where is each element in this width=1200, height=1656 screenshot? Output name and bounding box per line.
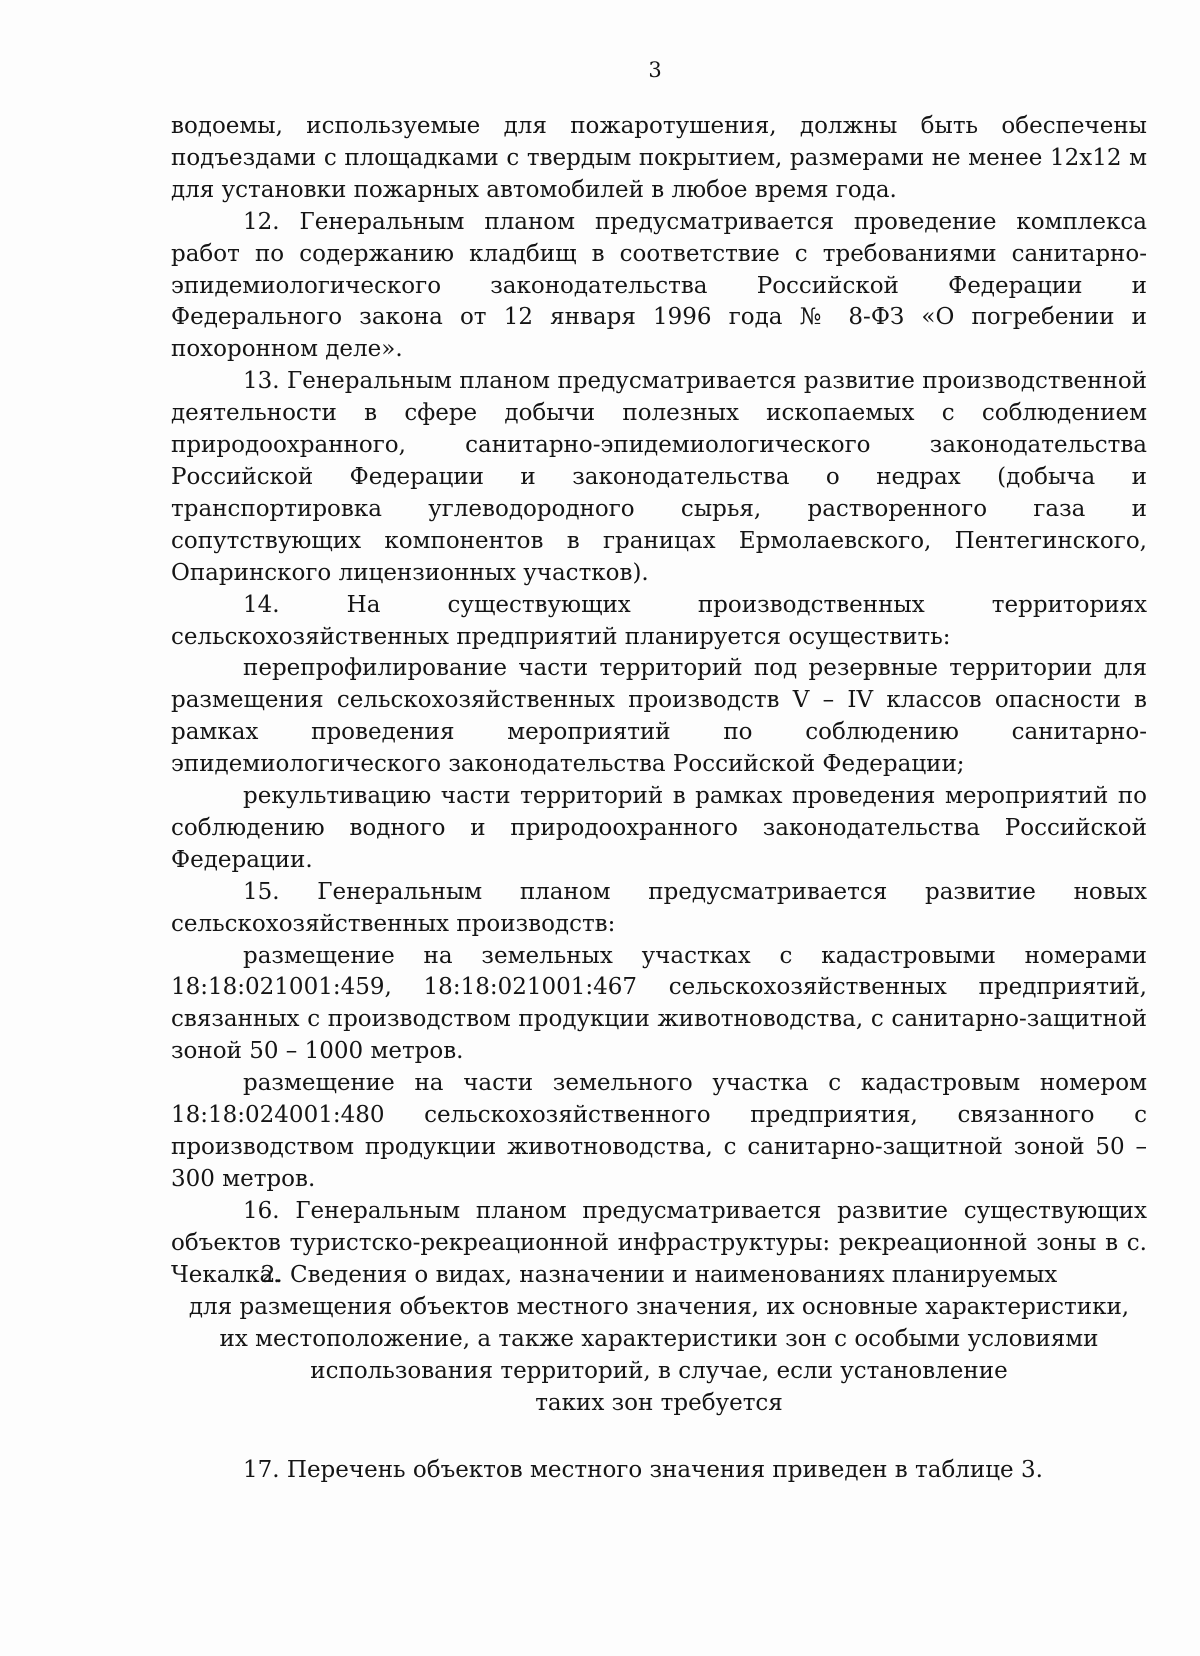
page-number: 3 xyxy=(648,58,662,82)
section-heading-line: использования территорий, в случае, если установление xyxy=(310,1358,1008,1384)
paragraph-fire-water-access: водоемы, используемые для пожаротушения, должны быть обеспечены подъездами с площадками с твердым покрытием, размерами не менее 12х12 м для установки пожарных автомобилей в любое время года. xyxy=(171,113,1147,203)
section-heading-line: таких зон требуется xyxy=(535,1390,783,1416)
paragraph-14-recultivation: рекультивацию части территорий в рамках проведения мероприятий по соблюдению водного и природоохранного законодательства Российской Федерации. xyxy=(171,783,1147,873)
body-text xyxy=(171,111,1147,1292)
paragraph-13-mining: 13. Генеральным планом предусматривается развитие производственной деятельности в сфере добычи полезных ископаемых с соблюдением природоохранного, санитарно-эпидемиологического законодательства Российской Федерации и законодательства о недрах (добыча и транспортировка углеводородного сырья, растворенного газа и сопутствующих компонентов в границах Ермолаевского, Пентегинского, Опаринского лицензионных участков). xyxy=(171,368,1147,586)
paragraph-14-reprofiling: перепрофилирование части территорий под резервные территории для размещения сельскохозяйственных производств V – IV классов опасности в рамках проведения мероприятий по соблюдению санитарно-эпидемиологического законодательства Российской Федерации; xyxy=(171,655,1147,778)
paragraph-14-agricultural-territories: 14. На существующих производственных территориях сельскохозяйственных предприятий планируется осуществить: xyxy=(171,591,1147,650)
paragraph-15-new-production: 15. Генеральным планом предусматривается развитие новых сельскохозяйственных производств: xyxy=(171,878,1147,937)
section-heading-line: их местоположение, а также характеристики зон с особыми условиями xyxy=(219,1326,1099,1352)
paragraph-17-list-reference: 17. Перечень объектов местного значения приведен в таблице 3. xyxy=(243,1457,1043,1483)
section-heading-line: для размещения объектов местного значения, их основные характеристики, xyxy=(188,1294,1130,1320)
paragraph-15-placement-459-467: размещение на земельных участках с кадастровыми номерами 18:18:021001:459, 18:18:021001:467 сельскохозяйственных предприятий, связанных с производством продукции животноводства, с санитарно-защитной зоной 50 – 1000 метров. xyxy=(171,942,1147,1065)
paragraph-16-recreation: 16. Генеральным планом предусматривается развитие существующих объектов туристско-рекреационной инфраструктуры: рекреационной зоны в с. Чекалка. xyxy=(171,1197,1147,1288)
section-heading xyxy=(171,1259,1147,1419)
paragraph-15-placement-480: размещение на части земельного участка с кадастровым номером 18:18:024001:480 сельскохозяйственного предприятия, связанного с производством продукции животноводства, с санитарно-защитной зоной 50 – 300 метров. xyxy=(171,1070,1147,1192)
section-heading-line: 2. Сведения о видах, назначении и наименованиях планируемых xyxy=(260,1262,1058,1288)
paragraph-12-cemeteries: 12. Генеральным планом предусматривается проведение комплекса работ по содержанию кладбищ в соответствие с требованиями санитарно-эпидемиологического законодательства Российской Федерации и Федерального закона от 12 января 1996 года № 8-ФЗ «О погребении и похоронном деле». xyxy=(171,208,1147,363)
